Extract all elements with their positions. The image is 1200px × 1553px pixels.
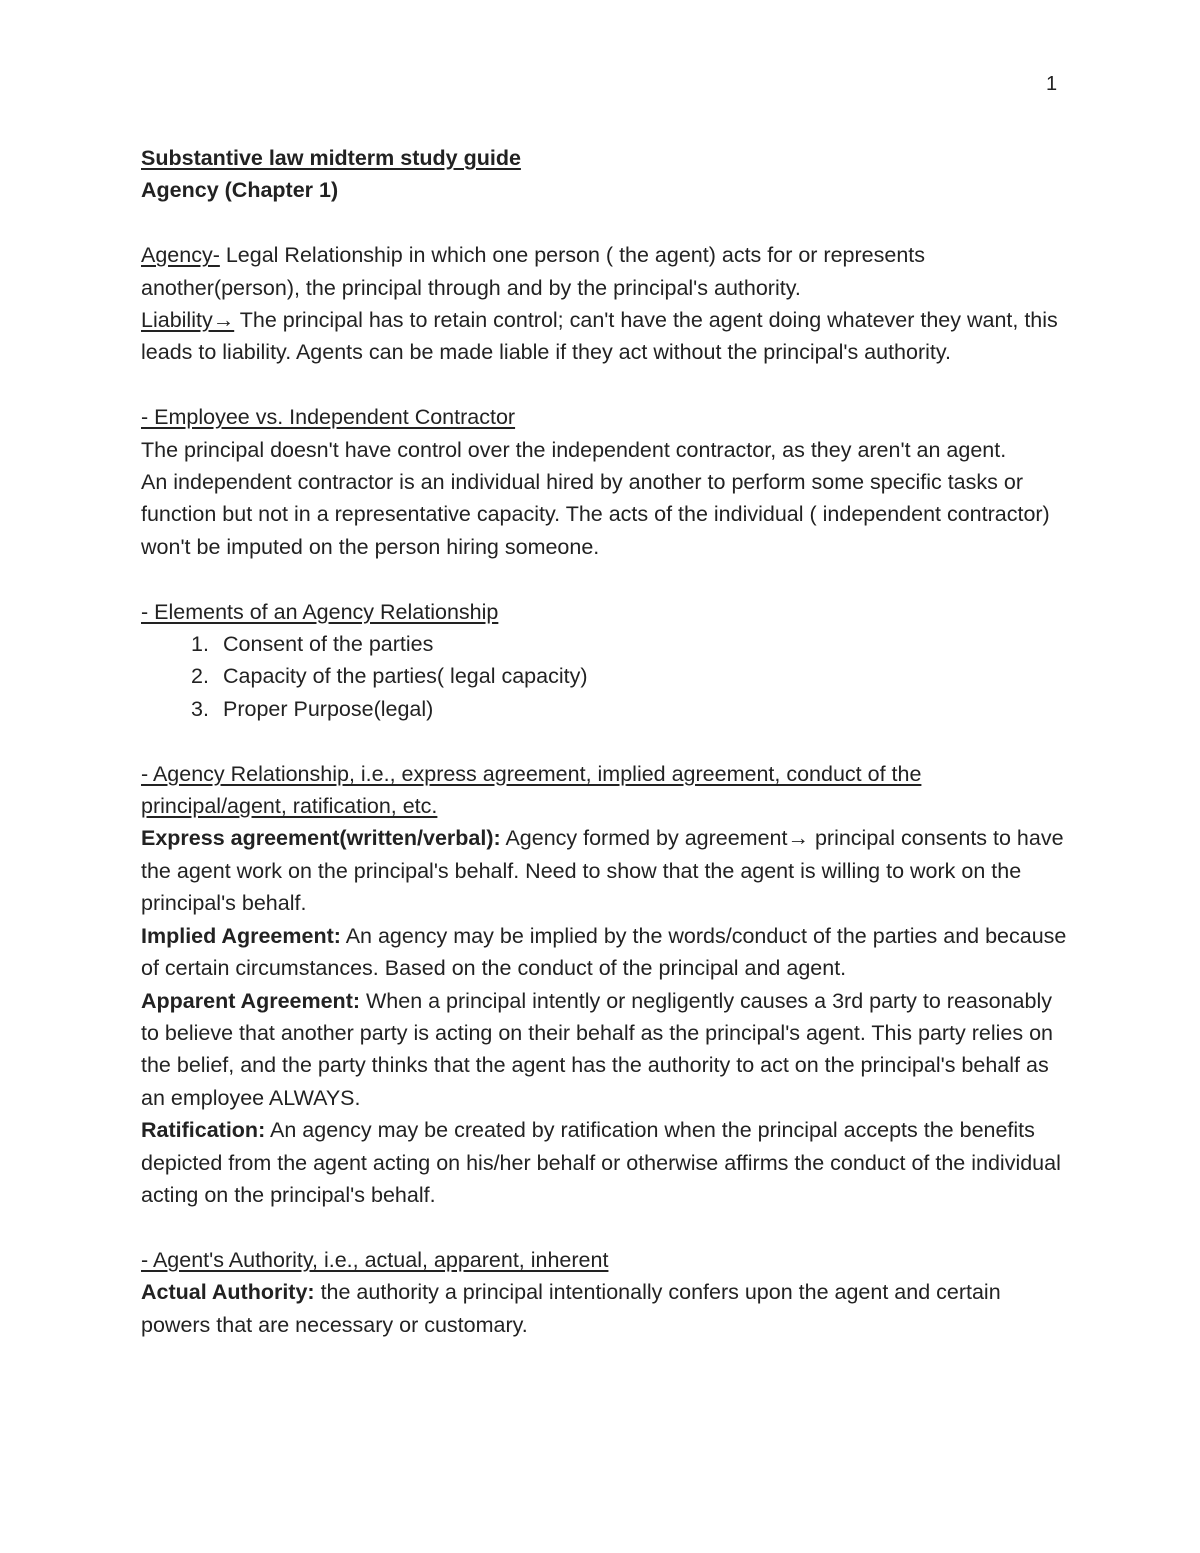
list-item-number: 1. <box>191 632 209 657</box>
list-item-number: 3. <box>191 696 209 721</box>
implied-agreement <box>141 920 1071 985</box>
ratification <box>141 1114 1071 1211</box>
document-title: Substantive law midterm study guide <box>141 146 521 170</box>
express-text: Agency formed by agreement→ principal consents to have the agent work on the principal's behalf. Need to show that the agent is willing to work on the principal's behalf. <box>141 826 1064 916</box>
list-item <box>141 628 1071 660</box>
liability-text: The principal has to retain control; can't have the agent doing whatever they want, this leads to liability. Agents can be made liable if they act without the principal's authority. <box>141 308 1058 365</box>
agency-definition <box>141 239 1071 304</box>
implied-text: An agency may be implied by the words/conduct of the parties and because of certain circumstances. Based on the conduct of the principal and agent. <box>141 923 1067 981</box>
liability-definition <box>141 304 1071 369</box>
spacer <box>141 207 1071 239</box>
actual-authority-term: Actual Authority: <box>141 1280 315 1305</box>
section-heading-elements: - Elements of an Agency Relationship <box>141 599 499 624</box>
section-heading-authority: - Agent's Authority, i.e., actual, apparent, inherent <box>141 1247 609 1272</box>
express-term: Express agreement(written/verbal): <box>141 826 501 851</box>
agency-term: Agency- <box>141 243 220 268</box>
spacer <box>141 725 1071 757</box>
spacer <box>141 563 1071 595</box>
document-body <box>141 142 1071 1341</box>
apparent-agreement <box>141 985 1071 1115</box>
list-item-text: Consent of the parties <box>223 632 434 657</box>
express-agreement <box>141 822 1071 919</box>
liability-term: Liability→ <box>141 308 235 333</box>
section-heading-relationship: - Agency Relationship, i.e., express agreement, implied agreement, conduct of the principal/agent, ratification, etc. <box>141 761 922 819</box>
spacer <box>141 369 1071 401</box>
agency-text: Legal Relationship in which one person ( the agent) acts for or represents another(person), the principal through and by the principal's authority. <box>141 243 925 300</box>
section-heading-employee: - Employee vs. Independent Contractor <box>141 405 516 430</box>
spacer <box>141 1211 1071 1243</box>
ratification-term: Ratification: <box>141 1118 266 1143</box>
page-number: 1 <box>1046 73 1058 95</box>
chapter-heading: Agency (Chapter 1) <box>141 178 339 203</box>
employee-paragraph-2: An independent contractor is an individual hired by another to perform some specific tasks or function but not in a representative capacity. The acts of the individual ( independent contractor) won't be imputed on the person hiring someone. <box>141 470 1050 559</box>
list-item-text: Capacity of the parties( legal capacity) <box>223 664 588 689</box>
list-item <box>141 693 1071 725</box>
ratification-text: An agency may be created by ratification when the principal accepts the benefits depicted from the agent acting on his/her behalf or otherwise affirms the conduct of the individual acting on the principal's behalf. <box>141 1118 1061 1207</box>
apparent-term: Apparent Agreement: <box>141 988 361 1013</box>
list-item-number: 2. <box>191 664 209 689</box>
implied-term: Implied Agreement: <box>141 923 341 948</box>
elements-list <box>141 628 1071 725</box>
actual-authority-text: the authority a principal intentionally confers upon the agent and certain powers that are necessary or customary. <box>141 1280 1001 1337</box>
list-item-text: Proper Purpose(legal) <box>223 696 434 721</box>
employee-paragraph-1: The principal doesn't have control over the independent contractor, as they aren't an agent. <box>141 437 1007 462</box>
apparent-text: When a principal intently or negligently causes a 3rd party to reasonably to believe that another party is acting on their behalf as the principal's agent. This party relies on the belief, and the party thinks that the agent has the authority to act on the principal's behalf as an employee ALWAYS. <box>141 988 1054 1110</box>
actual-authority <box>141 1276 1071 1341</box>
list-item <box>141 660 1071 692</box>
